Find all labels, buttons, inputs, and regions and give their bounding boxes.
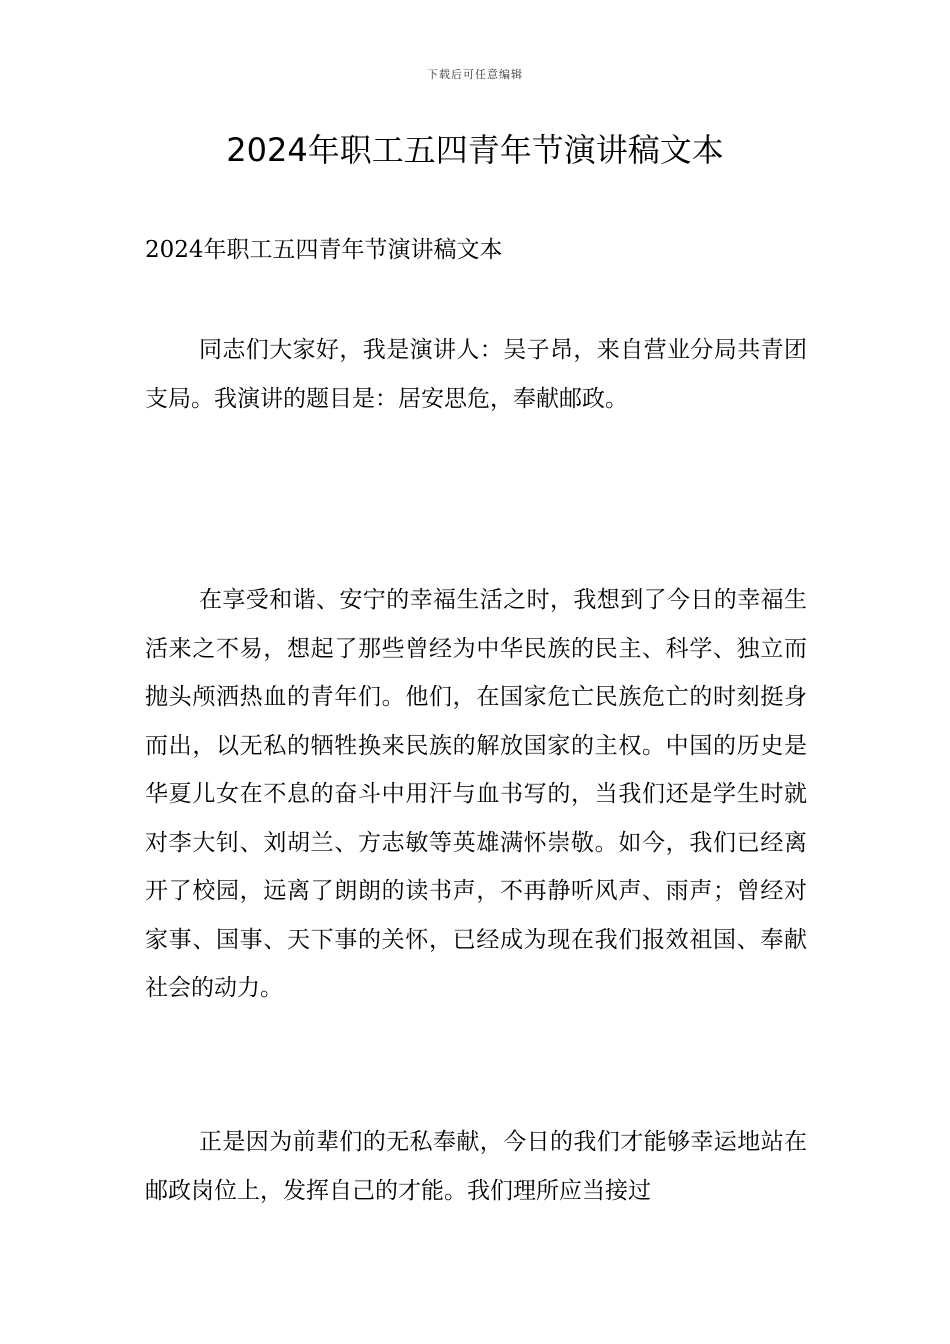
paragraph-2: 在享受和谐、安宁的幸福生活之时，我想到了今日的幸福生活来之不易，想起了那些曾经为中华民族的民主、科学、独立而抛头颅洒热血的青年们。他们，在国家危亡民族危亡的时刻挺身而出，以无私的牺牲换来民族的解放国家的主权。中国的历史是华夏儿女在不息的奋斗中用汗与血书写的，当我们还是学生时就对李大钊、刘胡兰、方志敏等英雄满怀崇敬。如今，我们已经离开了校园，远离了朗朗的读书声，不再静听风声、雨声；曾经对家事、国事、天下事的关怀，已经成为现在我们报效祖国、奉献社会的动力。 bbox=[145, 587, 807, 1001]
header-note: 下载后可任意编辑 bbox=[427, 68, 523, 81]
document-subtitle: 2024年职工五四青年节演讲稿文本 bbox=[145, 237, 503, 263]
document-title: 2024年职工五四青年节演讲稿文本 bbox=[226, 131, 724, 169]
paragraph-1: 同志们大家好，我是演讲人：吴子昂，来自营业分局共青团支局。我演讲的题目是：居安思危，奉献邮政。 bbox=[145, 337, 807, 412]
paragraph-3: 正是因为前辈们的无私奉献，今日的我们才能够幸运地站在邮政岗位上，发挥自己的才能。我们理所应当接过 bbox=[145, 1129, 807, 1204]
